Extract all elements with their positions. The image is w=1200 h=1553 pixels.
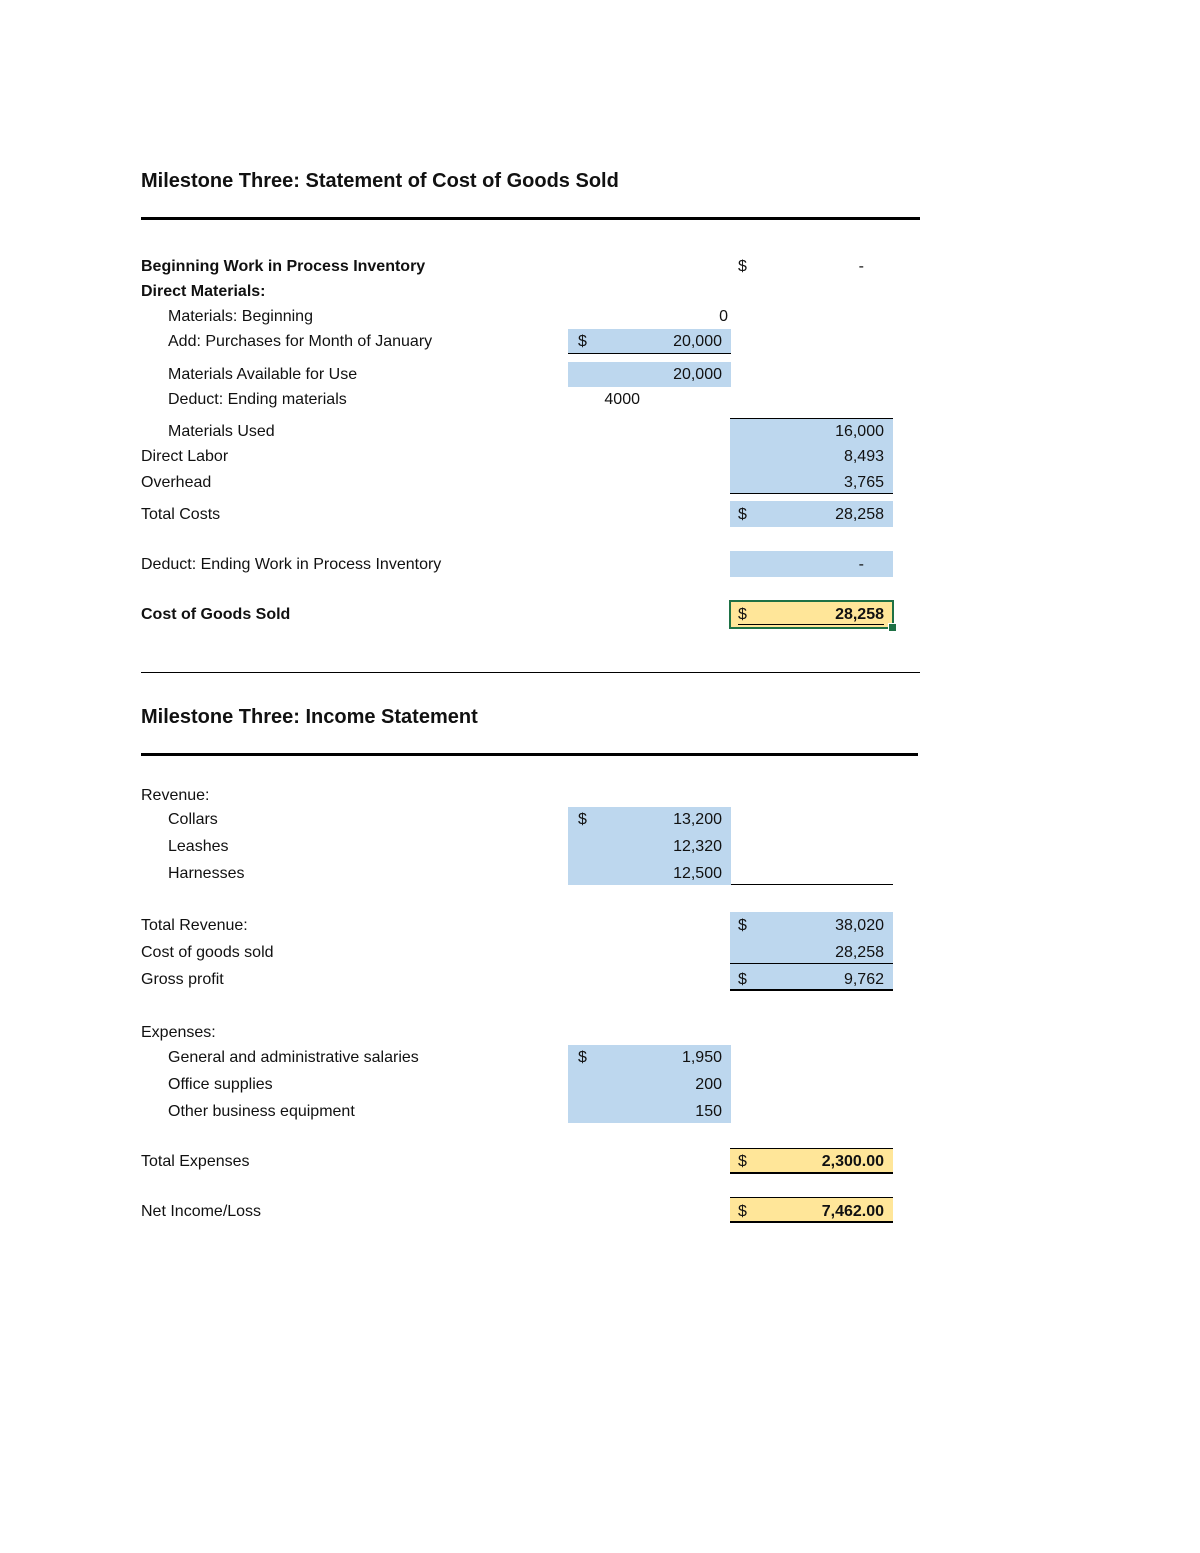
- direct-materials-heading: Direct Materials:: [141, 283, 266, 300]
- expenses-heading: Expenses:: [141, 1024, 216, 1041]
- revenue-item-value: 13,200: [673, 811, 722, 828]
- purchases-label: Add: Purchases for Month of January: [168, 333, 433, 350]
- total-expenses-dollar: $: [738, 1153, 747, 1170]
- beginning-wip-label: Beginning Work in Process Inventory: [141, 258, 426, 275]
- expense-item-value: 1,950: [681, 1049, 722, 1066]
- revenue-item-value: 12,320: [673, 838, 722, 855]
- revenue-item-value: 12,500: [673, 865, 722, 882]
- total-costs-dollar: $: [738, 506, 747, 523]
- direct-labor-value: 8,493: [843, 448, 884, 465]
- selected-cell-border[interactable]: [729, 600, 894, 629]
- total-expenses-underline: [730, 1172, 893, 1174]
- expense-item-label: Other business equipment: [168, 1103, 355, 1120]
- expense-item-label: Office supplies: [168, 1076, 273, 1093]
- section-divider: [141, 672, 920, 673]
- purchases-dollar: $: [578, 333, 587, 350]
- cogs-title-rule: [141, 217, 920, 220]
- cogs-total-value: 28,258: [835, 606, 884, 623]
- total-revenue-label: Total Revenue:: [141, 917, 248, 934]
- net-income-label: Net Income/Loss: [141, 1203, 262, 1220]
- cogs-title: Milestone Three: Statement of Cost of Goods Sold: [141, 170, 619, 192]
- revenue-item-label: Collars: [168, 811, 218, 828]
- revenue-underline: [731, 884, 893, 885]
- cogs-line-label: Cost of goods sold: [141, 944, 274, 961]
- gross-profit-dollar: $: [738, 971, 747, 988]
- income-title-rule: [141, 753, 918, 756]
- overhead-underline: [730, 493, 893, 494]
- beginning-wip-value: -: [858, 258, 864, 275]
- gross-profit-underline: [730, 989, 893, 991]
- materials-used-value: 16,000: [835, 423, 884, 440]
- expense-item-value: 200: [695, 1076, 722, 1093]
- income-title: Milestone Three: Income Statement: [141, 706, 478, 728]
- revenue-heading: Revenue:: [141, 787, 210, 804]
- total-revenue-dollar: $: [738, 917, 747, 934]
- total-expenses-label: Total Expenses: [141, 1153, 250, 1170]
- materials-beginning-value: 0: [719, 308, 728, 325]
- expense-item-value: 150: [695, 1103, 722, 1120]
- cogs-line-underline: [730, 963, 893, 964]
- cogs-total-label: Cost of Goods Sold: [141, 606, 291, 623]
- revenue-dollar: $: [578, 811, 587, 828]
- net-income-dollar: $: [738, 1203, 747, 1220]
- total-costs-label: Total Costs: [141, 506, 221, 523]
- ending-wip-value: -: [858, 556, 864, 573]
- available-label: Materials Available for Use: [168, 366, 358, 383]
- overhead-value: 3,765: [843, 474, 884, 491]
- fill-handle[interactable]: [888, 623, 897, 632]
- materials-beginning-label: Materials: Beginning: [168, 308, 313, 325]
- total-expenses-value: 2,300.00: [821, 1153, 884, 1170]
- direct-labor-label: Direct Labor: [141, 448, 229, 465]
- cogs-line-value: 28,258: [835, 944, 884, 961]
- revenue-item-label: Leashes: [168, 838, 229, 855]
- expense-item-label: General and administrative salaries: [168, 1049, 419, 1066]
- gross-profit-label: Gross profit: [141, 971, 224, 988]
- ending-materials-value: 4000: [604, 391, 640, 408]
- ending-wip-label: Deduct: Ending Work in Process Inventory: [141, 556, 442, 573]
- available-value: 20,000: [673, 366, 722, 383]
- purchases-underline: [568, 353, 731, 354]
- net-income-underline: [730, 1221, 893, 1223]
- cogs-total-dollar: $: [738, 606, 747, 623]
- total-revenue-value: 38,020: [835, 917, 884, 934]
- gross-profit-value: 9,762: [843, 971, 884, 988]
- purchases-value: 20,000: [673, 333, 722, 350]
- overhead-label: Overhead: [141, 474, 212, 491]
- total-costs-value: 28,258: [835, 506, 884, 523]
- beginning-wip-dollar: $: [738, 258, 747, 275]
- expenses-dollar: $: [578, 1049, 587, 1066]
- net-income-value: 7,462.00: [821, 1203, 884, 1220]
- ending-materials-label: Deduct: Ending materials: [168, 391, 347, 408]
- revenue-item-label: Harnesses: [168, 865, 245, 882]
- materials-used-label: Materials Used: [168, 423, 275, 440]
